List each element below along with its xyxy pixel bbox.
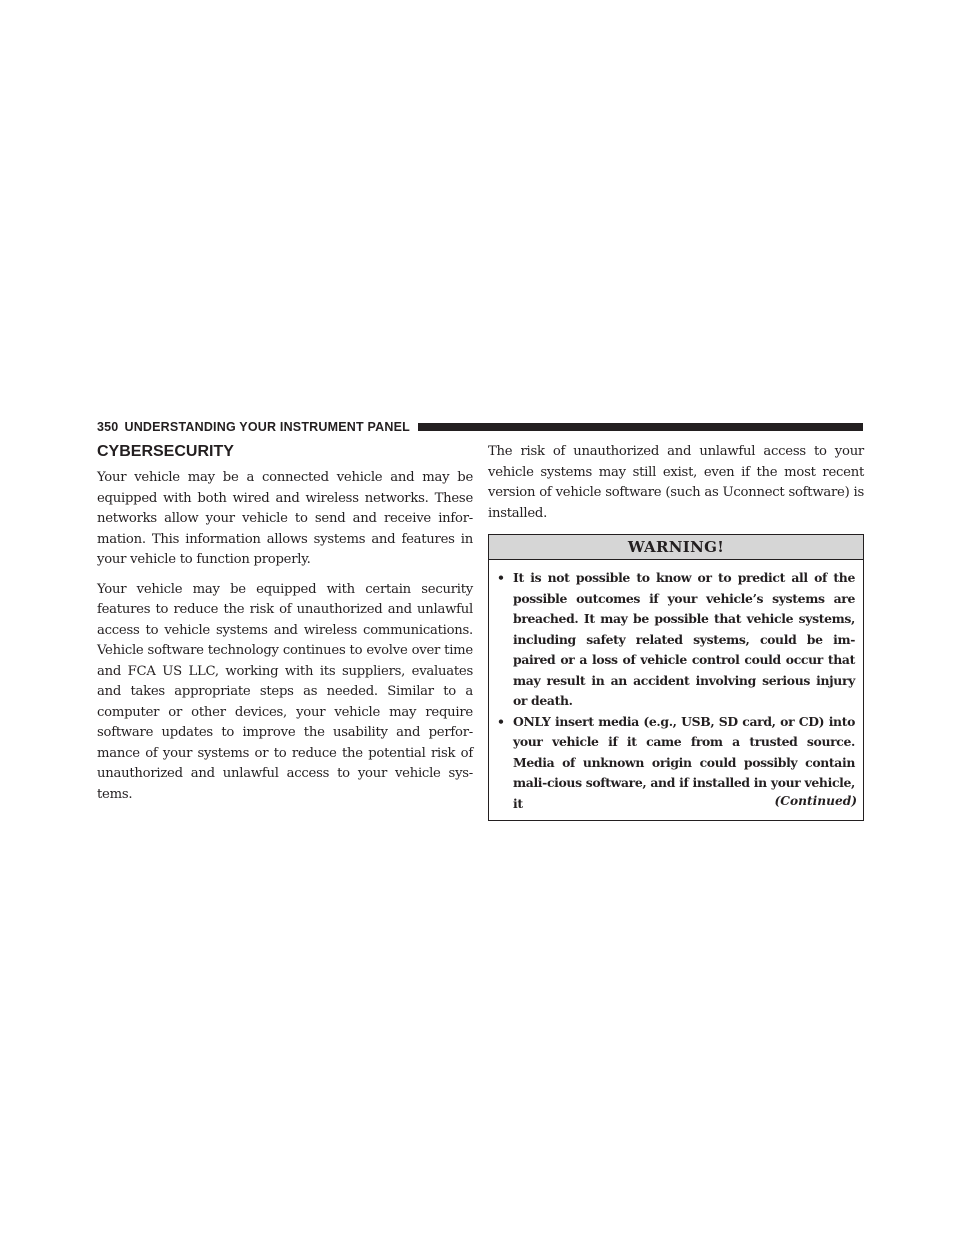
warning-title: WARNING! xyxy=(489,535,863,560)
right-column xyxy=(488,442,864,821)
warning-box xyxy=(488,534,864,821)
paragraph-security-features: Your vehicle may be equipped with certain security features to reduce the risk of unauthorized and unlawful access to vehicle systems and wireless communications. Vehicle software technology continues to evolve over time and FCA US LLC, working with its suppliers, evaluates and takes appropriate steps as needed. Similar to a computer or other devices, your vehicle may require software updates to improve the usability and perfor-mance of your systems or to reduce the potential risk of unauthorized and unlawful access to your vehicle sys-tems. xyxy=(97,581,473,802)
bullet-icon: • xyxy=(497,570,505,585)
paragraph-connected-vehicle: Your vehicle may be a connected vehicle and may be equipped with both wired and wireless networks. These networks allow your vehicle to send and receive infor-mation. This information allows systems and features in your vehicle to function properly. xyxy=(97,470,473,567)
page-number: 350 xyxy=(97,420,119,434)
warning-item-text: ONLY insert media (e.g., USB, SD card, or CD) into your vehicle if it came from a trusted source. Media of unknown origin could possibly contain mali-cious software, and if installed in your vehicle, it xyxy=(513,713,855,811)
running-header xyxy=(97,418,863,436)
warning-item xyxy=(497,568,855,712)
section-title: UNDERSTANDING YOUR INSTRUMENT PANEL xyxy=(124,420,410,434)
warning-item-text: It is not possible to know or to predict all of the possible outcomes if your vehicle’s systems are breached. It may be possible that vehicle systems, including safety related systems, could be im-paired or a loss of vehicle control could occur that may result in an accident involving serious injury or death. xyxy=(513,570,855,708)
continued-note: (Continued) xyxy=(774,794,857,808)
section-heading: CYBERSECURITY xyxy=(97,443,234,460)
paragraph-risk: The risk of unauthorized and unlawful access to your vehicle systems may still exist, even if the most recent version of vehicle software (such as Uconnect software) is installed. xyxy=(488,444,864,521)
header-rule xyxy=(418,423,863,431)
warning-list xyxy=(489,560,863,820)
left-column xyxy=(97,442,473,814)
bullet-icon: • xyxy=(497,713,505,729)
